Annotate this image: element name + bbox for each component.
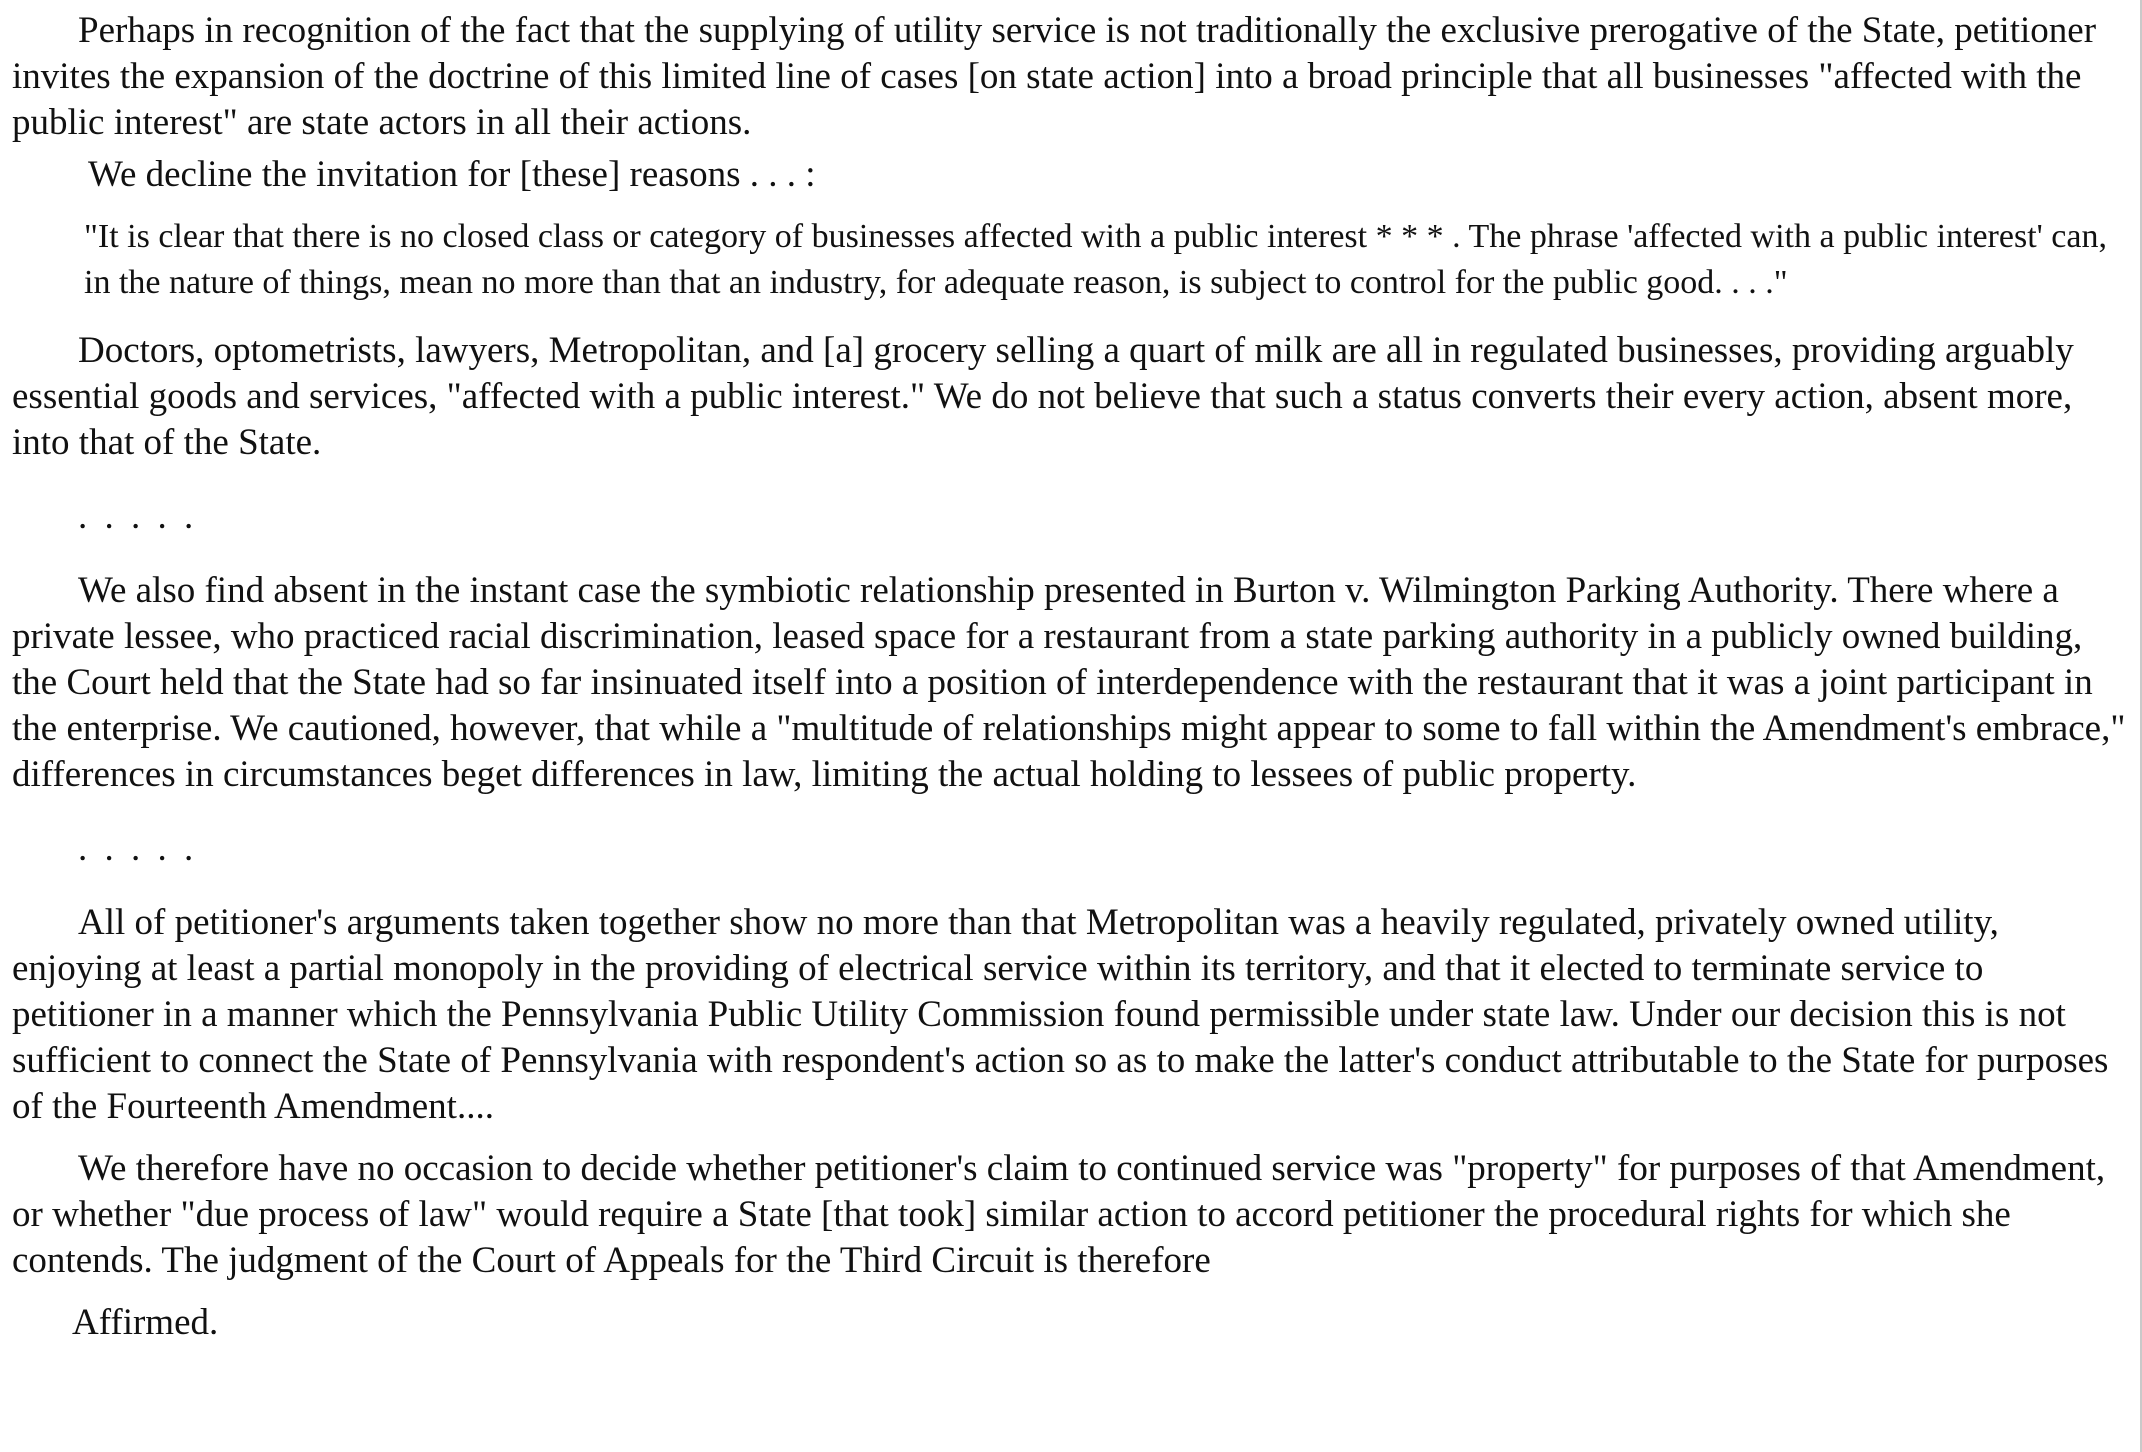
quote-introduction: We decline the invitation for [these] reasons . . . : bbox=[88, 154, 816, 195]
spacer bbox=[12, 798, 2130, 826]
spacer bbox=[12, 306, 2130, 328]
spacer bbox=[12, 1130, 2130, 1146]
block-quote: "It is clear that there is no closed class or category of businesses affected with a public interest * * * . The phrase 'affected with a public interest' can, in the nature of things, mean no more than that an industry, for adequate reason, is subject to control for the public good. . . ." bbox=[84, 218, 2107, 301]
document-page bbox=[12, 8, 2130, 1346]
spacer bbox=[12, 872, 2130, 900]
judgment-affirmed: Affirmed. bbox=[72, 1302, 219, 1343]
paragraph-burton: We also find absent in the instant case the symbiotic relationship presented in Burton v. Wilmington Parking Authority. There where a private lessee, who practiced racial discrimination, leased space for a restaurant from a state parking authority in a publicly owned building, the Court held that the State had so far insinuated itself into a position of interdependence with the restaurant that it was a joint participant in the enterprise. We cautioned, however, that while a "multitude of relationships might appear to some to fall within the Amendment's embrace," differences in circumstances beget differences in law, limiting the actual holding to lessees of public property. bbox=[12, 570, 2126, 795]
spacer bbox=[12, 540, 2130, 568]
paragraph-arguments: All of petitioner's arguments taken together show no more than that Metropolitan was a heavily regulated, privately owned utility, enjoying at least a partial monopoly in the providing of electrical service within its territory, and that it elected to terminate service to petitioner in a manner which the Pennsylvania Public Utility Commission found permissible under state law. Under our decision this is not sufficient to connect the State of Pennsylvania with respondent's action so as to make the latter's conduct attributable to the State for purposes of the Fourteenth Amendment.... bbox=[12, 902, 2109, 1127]
spacer bbox=[12, 1284, 2130, 1300]
omission-ellipsis-1: . . . . . bbox=[78, 496, 198, 537]
spacer bbox=[12, 466, 2130, 494]
paragraph-conclusion: We therefore have no occasion to decide whether petitioner's claim to continued service was "property" for purposes of that Amendment, or whether "due process of law" would require a State [that took] similar action to accord petitioner the procedural rights for which she contends. The judgment of the Court of Appeals for the Third Circuit is therefore bbox=[12, 1148, 2106, 1281]
paragraph-regulated-businesses: Doctors, optometrists, lawyers, Metropolitan, and [a] grocery selling a quart of milk are all in regulated businesses, providing arguably essential goods and services, "affected with a public interest." We do not believe that such a status converts their every action, absent more, into that of the State. bbox=[12, 330, 2074, 463]
paragraph-public-interest: Perhaps in recognition of the fact that the supplying of utility service is not traditionally the exclusive prerogative of the State, petitioner invites the expansion of the doctrine of this limited line of cases [on state action] into a broad principle that all businesses "affected with the public interest" are state actors in all their actions. bbox=[12, 10, 2097, 143]
omission-ellipsis-2: . . . . . bbox=[78, 828, 198, 869]
